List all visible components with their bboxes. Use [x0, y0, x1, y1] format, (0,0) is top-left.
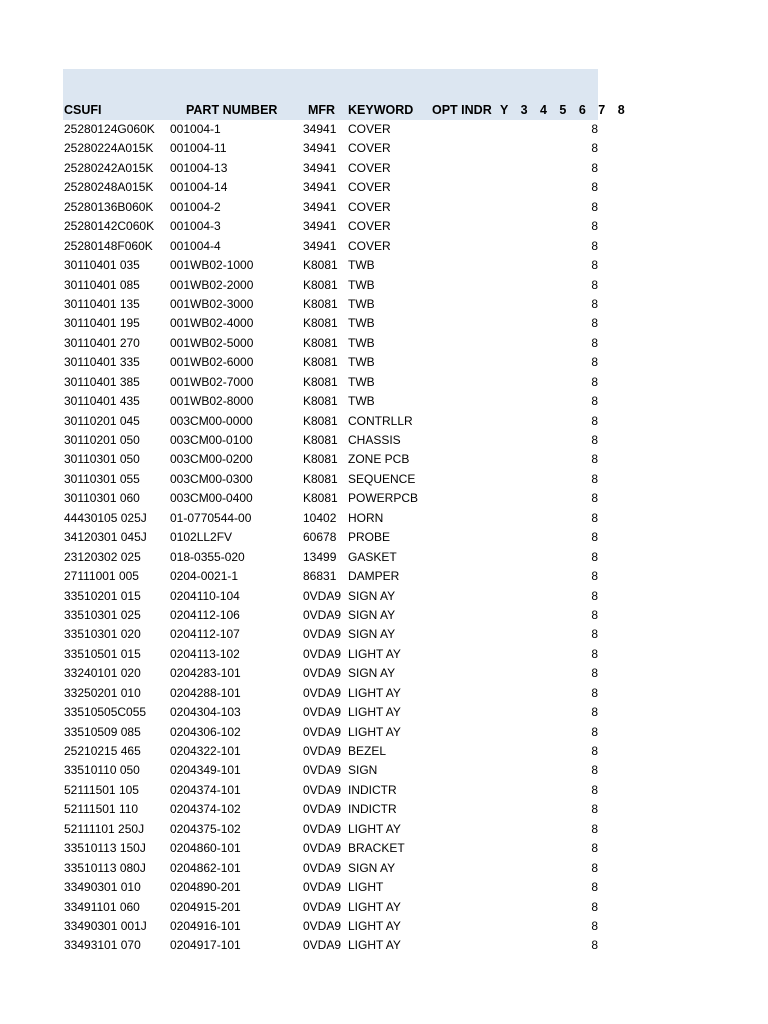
cell-part-number: 001WB02-3000	[170, 296, 254, 311]
cell-csufi: 33490301 010	[64, 880, 141, 895]
cell-mfr: K8081	[303, 316, 338, 331]
cell-csufi: 33510110 050	[64, 763, 140, 778]
table-body	[63, 120, 598, 956]
cell-keyword: SIGN AY	[348, 588, 396, 603]
cell-flag-8: 8	[591, 918, 598, 933]
cell-keyword: LIGHT AY	[348, 646, 401, 661]
cell-mfr: 0VDA9	[303, 724, 342, 739]
cell-mfr: 0VDA9	[303, 841, 342, 856]
table-row	[63, 178, 598, 197]
cell-mfr: 0VDA9	[303, 918, 342, 933]
header-keyword: KEYWORD	[348, 103, 414, 117]
cell-mfr: 60678	[303, 530, 337, 545]
cell-part-number: 0204374-102	[170, 802, 241, 817]
cell-csufi: 27111001 005	[64, 569, 139, 584]
cell-part-number: 0204915-201	[170, 899, 241, 914]
cell-part-number: 0204113-102	[170, 646, 240, 661]
cell-csufi: 23120302 025	[64, 549, 141, 564]
table-row	[63, 917, 598, 936]
cell-keyword: LIGHT AY	[348, 938, 401, 953]
cell-part-number: 001004-3	[170, 219, 221, 234]
cell-csufi: 33490301 001J	[64, 918, 147, 933]
cell-csufi: 33510501 015	[64, 646, 141, 661]
cell-flag-8: 8	[591, 763, 598, 778]
table-row	[63, 878, 598, 897]
header-mfr: MFR	[308, 103, 336, 117]
cell-part-number: 0204860-101	[170, 841, 241, 856]
table-row	[63, 898, 598, 917]
cell-part-number: 001WB02-2000	[170, 277, 254, 292]
cell-part-number: 0204112-107	[170, 627, 240, 642]
cell-csufi: 25280248A015K	[64, 180, 154, 195]
cell-csufi: 25280224A015K	[64, 141, 154, 156]
cell-keyword: SIGN AY	[348, 607, 396, 622]
table-row	[63, 703, 598, 722]
cell-flag-8: 8	[591, 607, 598, 622]
cell-keyword: TWB	[348, 374, 375, 389]
cell-flag-8: 8	[591, 588, 598, 603]
cell-flag-8: 8	[591, 880, 598, 895]
table-row	[63, 567, 598, 586]
header-opt-indr: OPT INDR	[432, 103, 492, 117]
cell-csufi: 33510301 025	[64, 607, 141, 622]
cell-flag-8: 8	[591, 122, 598, 136]
cell-part-number: 001WB02-7000	[170, 374, 254, 389]
cell-mfr: 0VDA9	[303, 588, 342, 603]
cell-part-number: 0204916-101	[170, 918, 241, 933]
cell-part-number: 001WB02-8000	[170, 394, 254, 409]
cell-csufi: 52111501 110	[64, 802, 139, 817]
cell-flag-8: 8	[591, 258, 598, 273]
cell-keyword: LIGHT AY	[348, 685, 401, 700]
cell-mfr: 0VDA9	[303, 607, 342, 622]
table-row	[63, 664, 598, 683]
cell-part-number: 0204375-102	[170, 821, 241, 836]
cell-keyword: GASKET	[348, 549, 397, 564]
cell-csufi: 30110401 195	[64, 316, 140, 331]
cell-mfr: 0VDA9	[303, 938, 342, 953]
cell-flag-8: 8	[591, 802, 598, 817]
cell-keyword: SIGN AY	[348, 860, 396, 875]
cell-keyword: COVER	[348, 238, 391, 253]
table-row	[63, 139, 598, 158]
cell-keyword: POWERPCB	[348, 491, 419, 506]
cell-keyword: COVER	[348, 141, 391, 156]
header-band	[63, 69, 598, 100]
cell-flag-8: 8	[591, 335, 598, 350]
table-row	[63, 276, 598, 295]
cell-part-number: 0204110-104	[170, 588, 240, 603]
cell-flag-8: 8	[591, 627, 598, 642]
cell-keyword: COVER	[348, 160, 391, 175]
cell-csufi: 25280148F060K	[64, 238, 153, 253]
cell-flag-8: 8	[591, 413, 598, 428]
cell-flag-8: 8	[591, 782, 598, 797]
cell-keyword: SEQUENCE	[348, 471, 416, 486]
cell-flag-8: 8	[591, 510, 598, 525]
header-flag-columns: Y 3 4 5 6 7 8	[500, 103, 630, 117]
cell-mfr: 0VDA9	[303, 821, 342, 836]
cell-keyword: SIGN	[348, 763, 378, 778]
cell-mfr: 0VDA9	[303, 782, 342, 797]
cell-keyword: LIGHT	[348, 880, 384, 895]
cell-flag-8: 8	[591, 666, 598, 681]
table-row	[63, 528, 598, 547]
table-row	[63, 548, 598, 567]
cell-keyword: TWB	[348, 394, 375, 409]
cell-keyword: LIGHT AY	[348, 899, 401, 914]
cell-keyword: TWB	[348, 258, 375, 273]
cell-csufi: 34120301 045J	[64, 530, 147, 545]
cell-part-number: 003CM00-0400	[170, 491, 253, 506]
cell-part-number: 0204288-101	[170, 685, 241, 700]
table-row	[63, 237, 598, 256]
cell-flag-8: 8	[591, 549, 598, 564]
cell-csufi: 33240101 020	[64, 666, 141, 681]
cell-csufi: 52111501 105	[64, 782, 139, 797]
cell-part-number: 0204112-106	[170, 607, 240, 622]
header-row	[63, 100, 630, 120]
cell-mfr: 86831	[303, 569, 337, 584]
cell-flag-8: 8	[591, 160, 598, 175]
table-row	[63, 645, 598, 664]
cell-csufi: 33493101 070	[64, 938, 141, 953]
cell-part-number: 018-0355-020	[170, 549, 245, 564]
table-row	[63, 839, 598, 858]
cell-csufi: 30110201 045	[64, 413, 140, 428]
cell-keyword: COVER	[348, 219, 391, 234]
cell-mfr: K8081	[303, 394, 338, 409]
cell-part-number: 0204917-101	[170, 938, 241, 953]
cell-keyword: DAMPER	[348, 569, 400, 584]
cell-mfr: 34941	[303, 122, 337, 136]
cell-mfr: K8081	[303, 277, 338, 292]
cell-mfr: 34941	[303, 141, 337, 156]
cell-keyword: BRACKET	[348, 841, 405, 856]
table-row	[63, 431, 598, 450]
cell-flag-8: 8	[591, 569, 598, 584]
cell-mfr: 0VDA9	[303, 802, 342, 817]
cell-mfr: K8081	[303, 471, 338, 486]
cell-flag-8: 8	[591, 238, 598, 253]
table-row	[63, 334, 598, 353]
cell-flag-8: 8	[591, 277, 598, 292]
cell-csufi: 30110401 270	[64, 335, 140, 350]
cell-part-number: 001WB02-5000	[170, 335, 254, 350]
cell-part-number: 0102LL2FV	[170, 530, 233, 545]
table-row	[63, 470, 598, 489]
cell-mfr: 0VDA9	[303, 627, 342, 642]
cell-flag-8: 8	[591, 724, 598, 739]
cell-mfr: 0VDA9	[303, 646, 342, 661]
cell-keyword: LIGHT AY	[348, 918, 401, 933]
cell-part-number: 001WB02-4000	[170, 316, 254, 331]
cell-part-number: 0204890-201	[170, 880, 241, 895]
cell-mfr: K8081	[303, 433, 338, 447]
cell-mfr: 0VDA9	[303, 685, 342, 700]
cell-csufi: 30110401 435	[64, 394, 140, 409]
cell-keyword: TWB	[348, 355, 375, 370]
cell-part-number: 0204349-101	[170, 763, 241, 778]
cell-keyword: INDICTR	[348, 802, 397, 817]
table-row	[63, 159, 598, 178]
table-row	[63, 120, 598, 139]
table-row	[63, 509, 598, 528]
cell-keyword: COVER	[348, 122, 391, 136]
cell-flag-8: 8	[591, 646, 598, 661]
cell-part-number: 003CM00-0100	[170, 433, 253, 447]
cell-mfr: 0VDA9	[303, 744, 342, 758]
cell-csufi: 33510113 150J	[64, 841, 146, 856]
cell-keyword: SIGN AY	[348, 666, 396, 681]
cell-csufi: 30110401 335	[64, 355, 140, 370]
table-row	[63, 412, 598, 431]
cell-mfr: 0VDA9	[303, 666, 342, 681]
cell-csufi: 33510505C055	[64, 705, 147, 720]
cell-flag-8: 8	[591, 899, 598, 914]
cell-flag-8: 8	[591, 821, 598, 836]
cell-part-number: 0204374-101	[170, 782, 241, 797]
cell-part-number: 01-0770544-00	[170, 510, 252, 525]
cell-flag-8: 8	[591, 199, 598, 214]
cell-mfr: K8081	[303, 335, 338, 350]
cell-csufi: 30110301 055	[64, 471, 140, 486]
cell-keyword: CONTRLLR	[348, 413, 413, 428]
parts-table	[63, 69, 630, 956]
cell-csufi: 25280124G060K	[64, 122, 155, 136]
cell-flag-8: 8	[591, 219, 598, 234]
table-row	[63, 373, 598, 392]
cell-flag-8: 8	[591, 374, 598, 389]
table-row	[63, 198, 598, 217]
table-row	[63, 256, 598, 275]
cell-mfr: 0VDA9	[303, 705, 342, 720]
cell-csufi: 25210215 465	[64, 744, 141, 758]
cell-flag-8: 8	[591, 491, 598, 506]
cell-flag-8: 8	[591, 705, 598, 720]
cell-csufi: 25280242A015K	[64, 160, 154, 175]
cell-keyword: TWB	[348, 316, 375, 331]
table-row	[63, 353, 598, 372]
table-row	[63, 723, 598, 742]
cell-part-number: 003CM00-0300	[170, 471, 253, 486]
cell-mfr: 0VDA9	[303, 860, 342, 875]
cell-mfr: 0VDA9	[303, 880, 342, 895]
cell-csufi: 30110401 035	[64, 258, 140, 273]
cell-csufi: 30110301 050	[64, 452, 140, 467]
cell-mfr: K8081	[303, 296, 338, 311]
cell-mfr: 0VDA9	[303, 899, 342, 914]
cell-csufi: 30110401 085	[64, 277, 140, 292]
cell-part-number: 003CM00-0200	[170, 452, 253, 467]
cell-csufi: 25280136B060K	[64, 199, 154, 214]
table-row	[63, 217, 598, 236]
cell-csufi: 33510201 015	[64, 588, 141, 603]
table-row	[63, 859, 598, 878]
cell-mfr: K8081	[303, 452, 338, 467]
cell-mfr: 34941	[303, 238, 337, 253]
cell-part-number: 001004-14	[170, 180, 228, 195]
cell-keyword: TWB	[348, 335, 375, 350]
cell-part-number: 0204304-103	[170, 705, 241, 720]
table-row	[63, 587, 598, 606]
table-row	[63, 450, 598, 469]
cell-csufi: 33491101 060	[64, 899, 140, 914]
cell-mfr: K8081	[303, 413, 338, 428]
cell-part-number: 001004-13	[170, 160, 228, 175]
cell-keyword: CHASSIS	[348, 433, 401, 447]
cell-keyword: INDICTR	[348, 782, 397, 797]
cell-flag-8: 8	[591, 938, 598, 953]
cell-mfr: 34941	[303, 219, 337, 234]
cell-csufi: 44430105 025J	[64, 510, 147, 525]
table-row	[63, 295, 598, 314]
table-row	[63, 625, 598, 644]
cell-flag-8: 8	[591, 433, 598, 447]
cell-flag-8: 8	[591, 860, 598, 875]
header-csufi: CSUFI	[64, 103, 102, 117]
cell-mfr: K8081	[303, 491, 338, 506]
cell-flag-8: 8	[591, 296, 598, 311]
cell-keyword: BEZEL	[348, 744, 387, 758]
cell-keyword: LIGHT AY	[348, 821, 401, 836]
cell-mfr: K8081	[303, 374, 338, 389]
table-row	[63, 820, 598, 839]
table-row	[63, 606, 598, 625]
cell-csufi: 30110401 135	[64, 296, 140, 311]
cell-keyword: TWB	[348, 277, 375, 292]
cell-mfr: 13499	[303, 549, 337, 564]
table-row	[63, 781, 598, 800]
cell-part-number: 0204283-101	[170, 666, 241, 681]
table-row	[63, 684, 598, 703]
table-row	[63, 800, 598, 819]
cell-csufi: 33510301 020	[64, 627, 141, 642]
cell-mfr: 34941	[303, 180, 337, 195]
cell-part-number: 003CM00-0000	[170, 413, 253, 428]
cell-keyword: SIGN AY	[348, 627, 396, 642]
cell-flag-8: 8	[591, 180, 598, 195]
cell-flag-8: 8	[591, 141, 598, 156]
cell-flag-8: 8	[591, 744, 598, 758]
table-row	[63, 489, 598, 508]
table-row	[63, 392, 598, 411]
cell-flag-8: 8	[591, 452, 598, 467]
cell-part-number: 0204-0021-1	[170, 569, 239, 584]
cell-csufi: 33510509 085	[64, 724, 141, 739]
cell-csufi: 30110301 060	[64, 491, 140, 506]
cell-flag-8: 8	[591, 685, 598, 700]
cell-part-number: 001004-11	[170, 141, 227, 156]
cell-flag-8: 8	[591, 355, 598, 370]
cell-keyword: LIGHT AY	[348, 724, 401, 739]
cell-mfr: 34941	[303, 199, 337, 214]
cell-csufi: 30110401 385	[64, 374, 140, 389]
table-row	[63, 936, 598, 955]
header-part-number: PART NUMBER	[186, 103, 278, 117]
cell-part-number: 001WB02-1000	[170, 258, 254, 273]
cell-flag-8: 8	[591, 471, 598, 486]
cell-part-number: 0204306-102	[170, 724, 241, 739]
cell-keyword: HORN	[348, 510, 384, 525]
cell-part-number: 0204322-101	[170, 744, 241, 758]
cell-flag-8: 8	[591, 316, 598, 331]
cell-flag-8: 8	[591, 530, 598, 545]
cell-part-number: 001004-4	[170, 238, 221, 253]
cell-mfr: K8081	[303, 355, 338, 370]
cell-csufi: 52111101 250J	[64, 821, 145, 836]
cell-keyword: ZONE PCB	[348, 452, 410, 467]
cell-flag-8: 8	[591, 394, 598, 409]
cell-csufi: 33250201 010	[64, 685, 141, 700]
cell-flag-8: 8	[591, 841, 598, 856]
table-row	[63, 314, 598, 333]
cell-part-number: 001004-1	[170, 122, 221, 136]
cell-mfr: K8081	[303, 258, 338, 273]
cell-keyword: COVER	[348, 180, 391, 195]
cell-csufi: 33510113 080J	[64, 860, 146, 875]
cell-mfr: 34941	[303, 160, 337, 175]
cell-part-number: 0204862-101	[170, 860, 241, 875]
cell-keyword: PROBE	[348, 530, 391, 545]
cell-mfr: 10402	[303, 510, 337, 525]
cell-part-number: 001004-2	[170, 199, 221, 214]
cell-mfr: 0VDA9	[303, 763, 342, 778]
table-row	[63, 742, 598, 761]
table-row	[63, 761, 598, 780]
cell-keyword: TWB	[348, 296, 375, 311]
cell-csufi: 30110201 050	[64, 433, 140, 447]
cell-keyword: LIGHT AY	[348, 705, 401, 720]
cell-csufi: 25280142C060K	[64, 219, 155, 234]
cell-keyword: COVER	[348, 199, 391, 214]
cell-part-number: 001WB02-6000	[170, 355, 254, 370]
